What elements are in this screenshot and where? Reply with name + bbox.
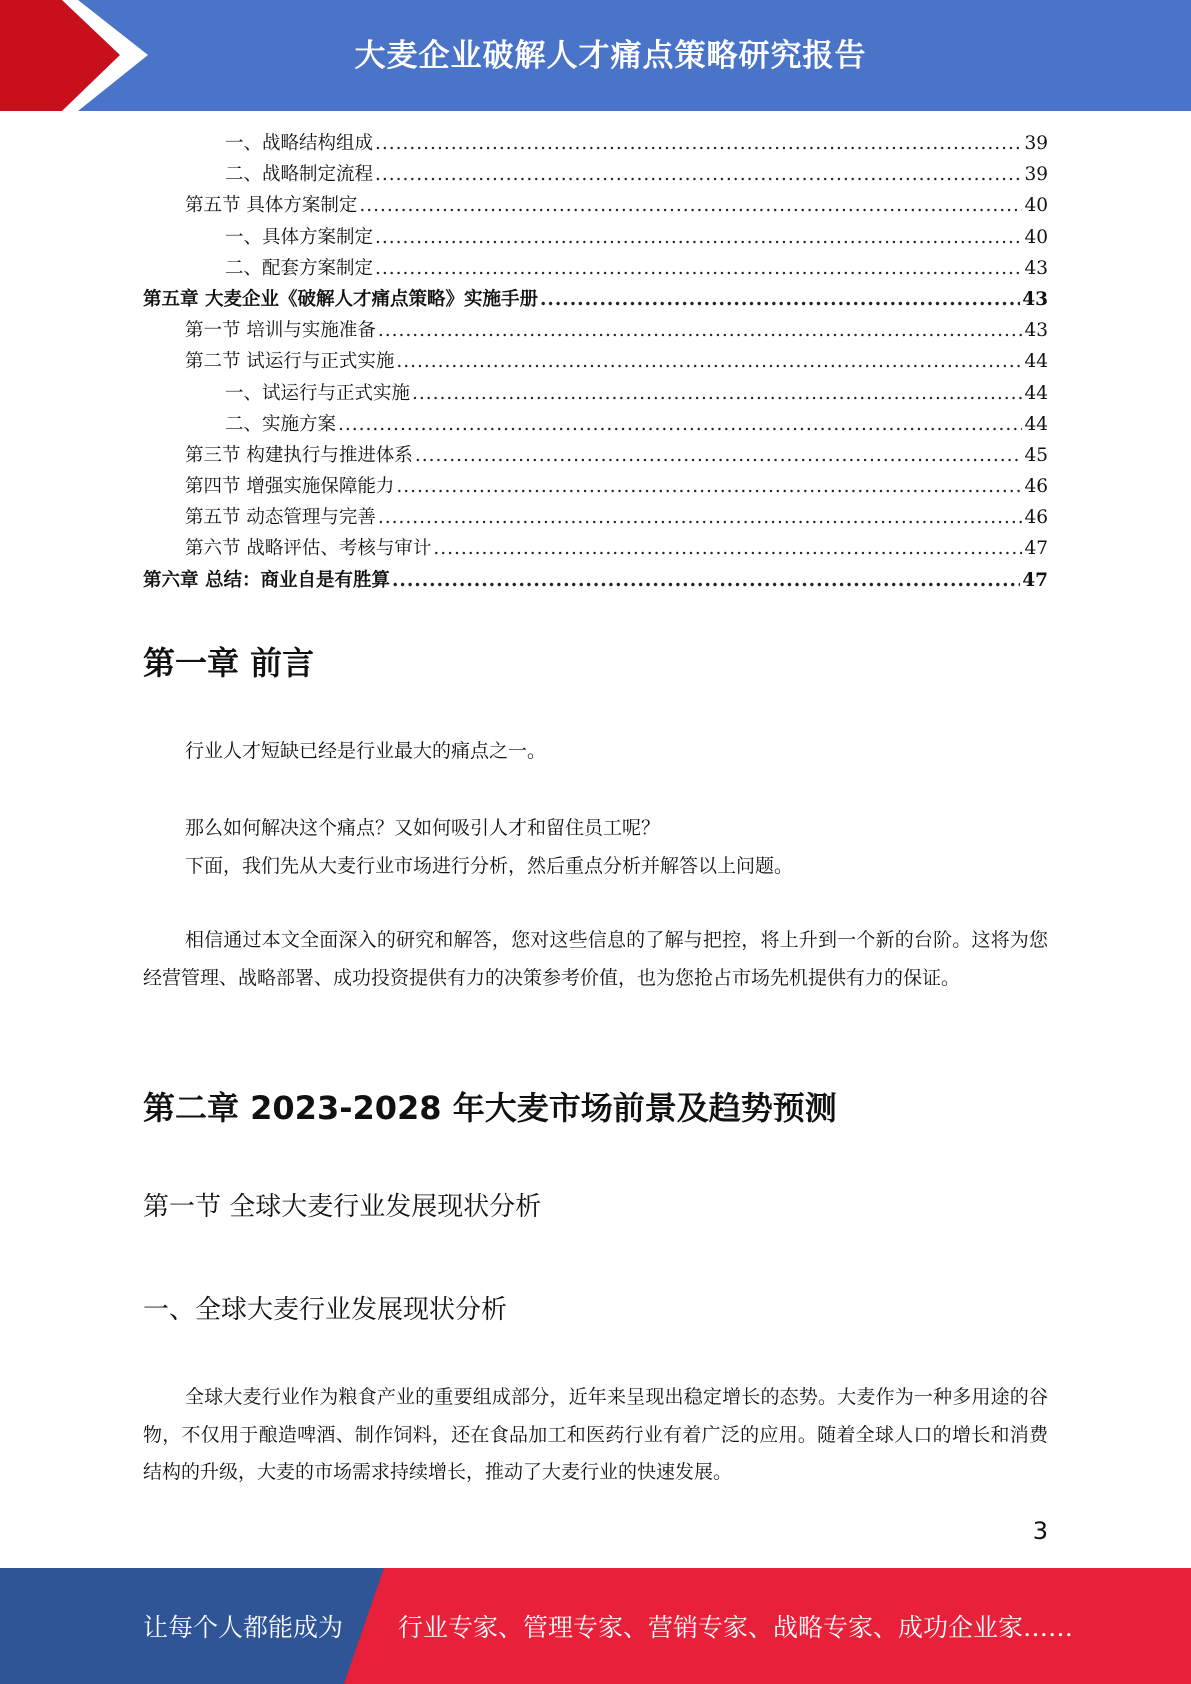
toc-entry[interactable] xyxy=(143,502,1048,533)
toc-entry-page: 44 xyxy=(1024,413,1048,435)
toc-entry-title: 第五章 大麦企业《破解人才痛点策略》实施手册 xyxy=(143,288,538,310)
toc-leader-dots xyxy=(375,128,1022,159)
toc-entry-page: 43 xyxy=(1024,320,1048,342)
toc-entry[interactable] xyxy=(143,284,1048,315)
toc-entry-title: 第六章 总结：商业自是有胜算 xyxy=(143,569,390,591)
page-header xyxy=(0,0,1191,111)
section-1-title: 第一节 全球大麦行业发展现状分析 xyxy=(143,1192,542,1222)
paragraph-global-barley: 全球大麦行业作为粮食产业的重要组成部分，近年来呈现出稳定增长的态势。大麦作为一种多用途的谷物，不仅用于酿造啤酒、制作饲料，还在食品加工和医药行业有着广泛的应用。随着全球人口的增长和消费结构的升级，大麦的市场需求持续增长，推动了大麦行业的快速发展。 xyxy=(143,1386,1048,1483)
toc-entry-title: 第二节 试运行与正式实施 xyxy=(185,351,395,373)
paragraph-question: 那么如何解决这个痛点？又如何吸引人才和留住员工呢？ xyxy=(185,817,661,839)
toc-entry-page: 40 xyxy=(1024,195,1048,217)
toc-entry-title: 第六节 战略评估、考核与审计 xyxy=(185,538,432,560)
toc-entry-title: 第三节 构建执行与推进体系 xyxy=(185,444,413,466)
toc-leader-dots xyxy=(378,502,1023,533)
toc-entry-page: 47 xyxy=(1022,569,1048,591)
toc-entry-page: 43 xyxy=(1024,257,1048,279)
paragraph-plan: 下面，我们先从大麦行业市场进行分析，然后重点分析并解答以上问题。 xyxy=(185,855,794,877)
toc-entry-page: 40 xyxy=(1024,226,1048,248)
page-number: 3 xyxy=(1032,1517,1048,1545)
toc-entry[interactable] xyxy=(143,378,1048,409)
toc-entry-title: 一、战略结构组成 xyxy=(225,133,374,154)
toc-entry-page: 39 xyxy=(1024,133,1048,154)
toc-entry-page: 39 xyxy=(1024,164,1048,186)
toc-entry-title: 一、具体方案制定 xyxy=(225,226,374,248)
toc-entry[interactable] xyxy=(143,190,1048,221)
toc-leader-dots xyxy=(396,346,1022,377)
footer-slogan-left: 让每个人都能成为 xyxy=(143,1613,344,1642)
chapter-1-title: 第一章 前言 xyxy=(143,644,315,682)
toc-leader-dots xyxy=(392,565,1020,596)
toc-entry-title: 二、配套方案制定 xyxy=(225,257,374,279)
toc-leader-dots xyxy=(375,253,1022,284)
toc-entry-title: 第五节 动态管理与完善 xyxy=(185,507,376,529)
page-footer xyxy=(0,1568,1191,1684)
toc-leader-dots xyxy=(375,222,1022,253)
toc-entry-page: 43 xyxy=(1022,288,1048,310)
subsection-1-title: 一、全球大麦行业发展现状分析 xyxy=(143,1295,508,1325)
toc-leader-dots xyxy=(359,190,1022,221)
toc-leader-dots xyxy=(378,315,1023,346)
toc-entry-title: 第一节 培训与实施准备 xyxy=(185,320,376,342)
toc-entry[interactable] xyxy=(143,315,1048,346)
paragraph-value: 相信通过本文全面深入的研究和解答，您对这些信息的了解与把控，将上升到一个新的台阶。这将为您经营管理、战略部署、成功投资提供有力的决策参考价值，也为您抢占市场先机提供有力的保证。 xyxy=(143,929,1048,989)
toc-entry[interactable] xyxy=(143,440,1048,471)
toc-entry[interactable] xyxy=(143,565,1048,596)
toc-entry-page: 45 xyxy=(1024,444,1048,466)
chapter-2-title: 第二章 2023-2028 年大麦市场前景及趋势预测 xyxy=(143,1089,837,1127)
toc-leader-dots xyxy=(375,159,1022,190)
toc-leader-dots xyxy=(338,409,1022,440)
toc-entry[interactable] xyxy=(143,471,1048,502)
toc-entry-title: 二、战略制定流程 xyxy=(225,164,374,186)
paragraph-intro: 行业人才短缺已经是行业最大的痛点之一。 xyxy=(185,740,547,762)
toc-leader-dots xyxy=(540,284,1020,315)
toc-leader-dots xyxy=(412,378,1022,409)
toc-entry[interactable] xyxy=(143,533,1048,564)
table-of-contents xyxy=(143,128,1048,596)
toc-entry[interactable] xyxy=(143,346,1048,377)
toc-entry[interactable] xyxy=(143,409,1048,440)
footer-slogan-right: 行业专家、管理专家、营销专家、战略专家、成功企业家…… xyxy=(398,1613,1074,1642)
toc-entry-title: 第五节 具体方案制定 xyxy=(185,195,358,217)
toc-entry[interactable] xyxy=(143,222,1048,253)
toc-leader-dots xyxy=(396,471,1022,502)
toc-entry-page: 46 xyxy=(1024,476,1048,498)
toc-entry-page: 44 xyxy=(1024,351,1048,373)
header-title: 大麦企业破解人才痛点策略研究报告 xyxy=(354,38,867,74)
toc-entry-title: 一、试运行与正式实施 xyxy=(225,382,411,404)
toc-entry-page: 44 xyxy=(1024,382,1048,404)
toc-entry-page: 46 xyxy=(1024,507,1048,529)
toc-entry-title: 二、实施方案 xyxy=(225,413,337,435)
toc-entry[interactable] xyxy=(143,253,1048,284)
toc-leader-dots xyxy=(433,533,1022,564)
toc-entry[interactable] xyxy=(143,128,1048,159)
toc-entry-page: 47 xyxy=(1024,538,1048,560)
toc-leader-dots xyxy=(415,440,1023,471)
toc-entry-title: 第四节 增强实施保障能力 xyxy=(185,476,395,498)
toc-entry[interactable] xyxy=(143,159,1048,190)
